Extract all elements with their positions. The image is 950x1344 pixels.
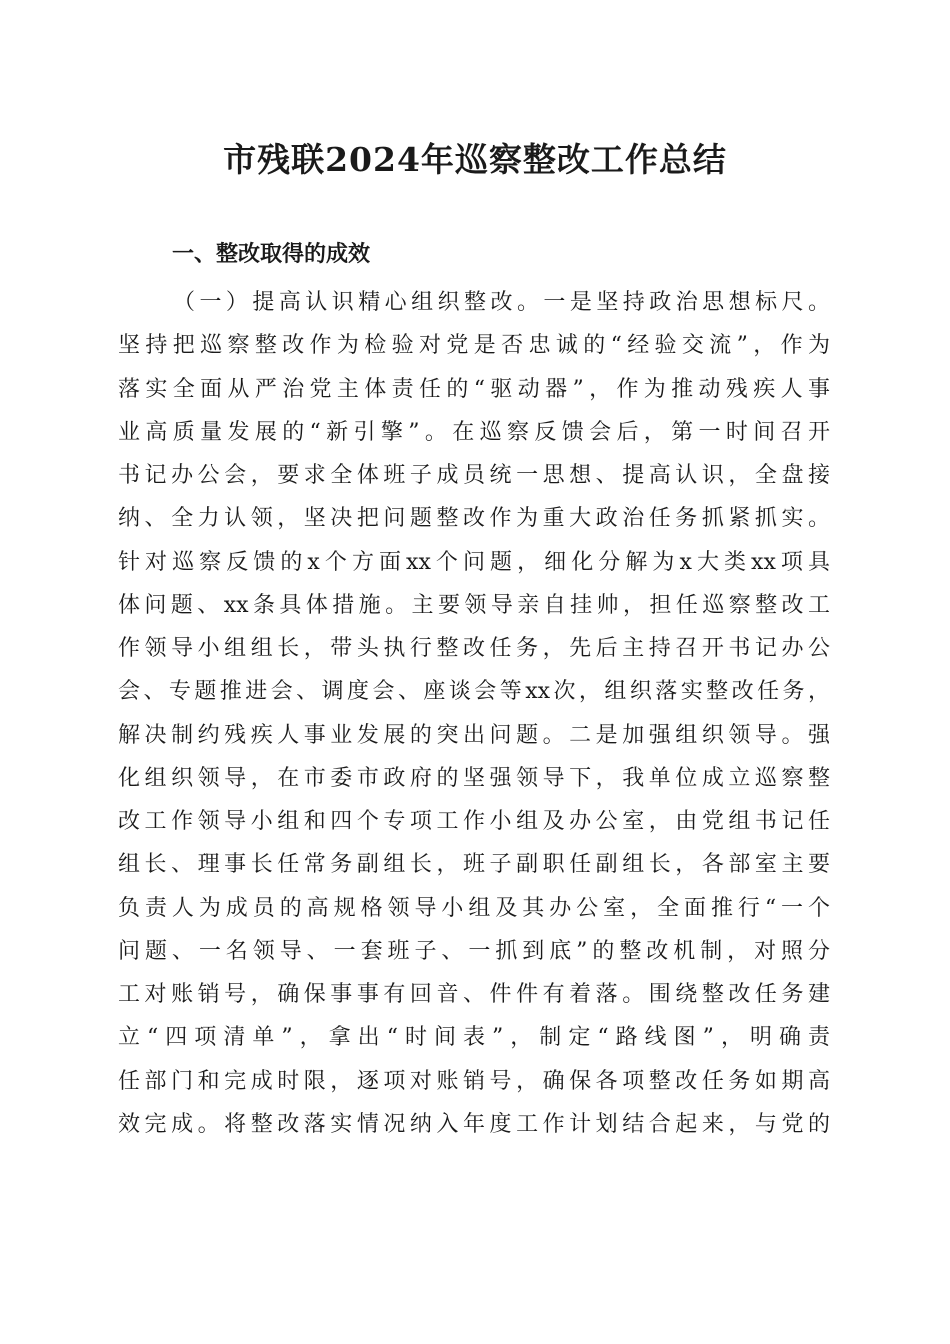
body-line: 解决制约残疾人事业发展的突出问题。二是加强组织领导。强 (118, 722, 830, 748)
body-line: 负责人为成员的高规格领导小组及其办公室，全面推行“一个 (118, 895, 830, 921)
body-line: 体问题、xx条具体措施。主要领导亲自挂帅，担任巡察整改工 (118, 592, 830, 618)
body-line: 坚持把巡察整改作为检验对党是否忠诚的“经验交流”，作为 (118, 333, 830, 359)
body-text (118, 281, 830, 1146)
body-line: 会、专题推进会、调度会、座谈会等xx次，组织落实整改任务， (118, 679, 830, 705)
body-line: 改工作领导小组和四个专项工作小组及办公室，由党组书记任 (118, 809, 830, 834)
body-line: 纳、全力认领，坚决把问题整改作为重大政治任务抓紧抓实。 (118, 506, 830, 532)
body-line: 立“四项清单”，拿出“时间表”，制定“路线图”，明确责 (118, 1025, 830, 1051)
body-line: 落实全面从严治党主体责任的“驱动器”，作为推动残疾人事 (118, 376, 830, 402)
body-line: 针对巡察反馈的x个方面xx个问题，细化分解为x大类xx项具 (118, 549, 830, 575)
document-title: 市残联2024年巡察整改工作总结 (223, 140, 727, 179)
body-line: 业高质量发展的“新引擎”。在巡察反馈会后，第一时间召开 (118, 419, 830, 445)
body-line: （一）提高认识精心组织整改。一是坚持政治思想标尺。 (173, 290, 830, 315)
body-line: 效完成。将整改落实情况纳入年度工作计划结合起来，与党的 (118, 1111, 830, 1137)
body-line: 任部门和完成时限，逐项对账销号，确保各项整改任务如期高 (118, 1068, 830, 1094)
body-line: 作领导小组组长，带头执行整改任务，先后主持召开书记办公 (118, 636, 830, 661)
body-line: 组长、理事长任常务副组长，班子副职任副组长，各部室主要 (118, 852, 830, 878)
body-line: 问题、一名领导、一套班子、一抓到底”的整改机制，对照分 (118, 938, 830, 964)
body-line: 书记办公会，要求全体班子成员统一思想、提高认识，全盘接 (118, 463, 830, 488)
body-line: 化组织领导，在市委市政府的坚强领导下，我单位成立巡察整 (118, 765, 830, 791)
body-line: 工对账销号，确保事事有回音、件件有着落。围绕整改任务建 (118, 982, 830, 1007)
section-heading: 一、整改取得的成效 (172, 242, 371, 267)
